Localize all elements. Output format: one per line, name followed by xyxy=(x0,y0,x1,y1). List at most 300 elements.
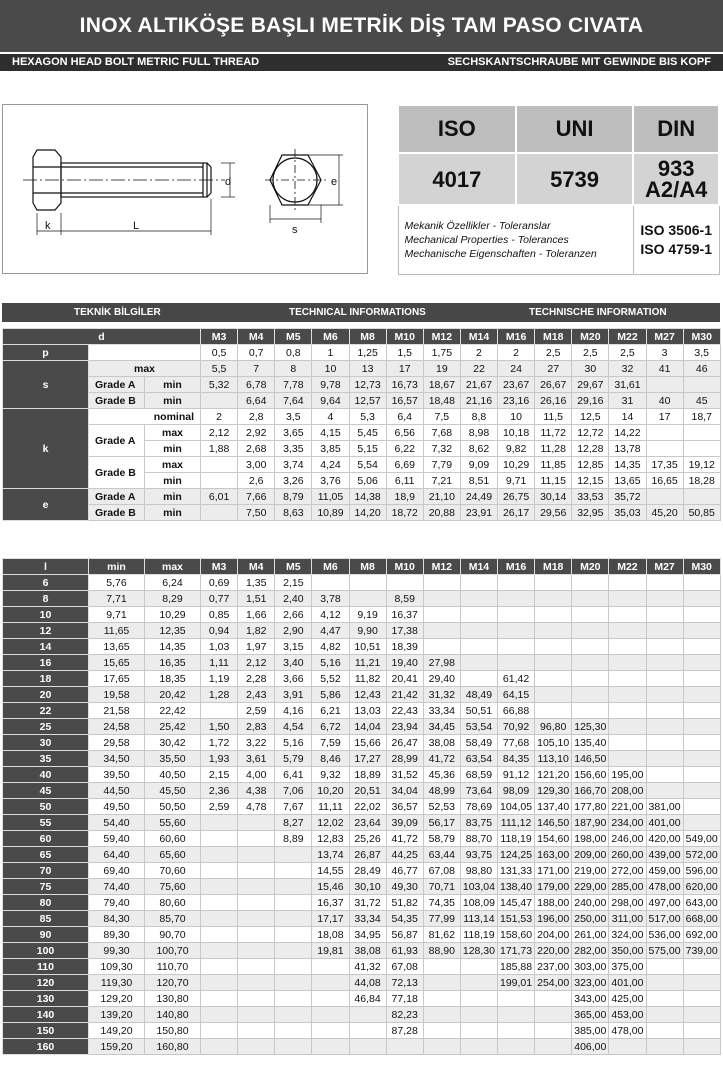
value-cell: 439,00 xyxy=(646,847,683,863)
dim-e-label: e xyxy=(331,176,338,188)
dim-s-label: s xyxy=(292,224,298,236)
value-cell: 12,73 xyxy=(349,377,386,393)
value-cell: 4,12 xyxy=(312,607,349,623)
value-cell: 129,30 xyxy=(535,783,572,799)
value-cell: 536,00 xyxy=(646,927,683,943)
value-cell xyxy=(460,1007,497,1023)
value-cell: 77,18 xyxy=(386,991,423,1007)
value-cell: 38,08 xyxy=(349,943,386,959)
value-cell: 151,53 xyxy=(498,911,535,927)
table-row xyxy=(3,377,721,393)
value-cell: 75,60 xyxy=(145,879,201,895)
grade-b-label: Grade B xyxy=(89,393,145,409)
value-cell: 55,60 xyxy=(145,815,201,831)
value-cell xyxy=(683,441,720,457)
table-row xyxy=(3,409,721,425)
grade-a-label: Grade A xyxy=(89,425,145,457)
value-cell xyxy=(535,703,572,719)
value-cell xyxy=(646,751,683,767)
value-cell: 40 xyxy=(646,393,683,409)
value-cell: 420,00 xyxy=(646,831,683,847)
value-cell xyxy=(201,863,238,879)
length-cell: 20 xyxy=(3,687,89,703)
value-cell: 303,00 xyxy=(572,959,609,975)
value-cell xyxy=(572,575,609,591)
value-cell: 18,35 xyxy=(145,671,201,687)
value-cell: 34,04 xyxy=(386,783,423,799)
value-cell: 110,70 xyxy=(145,959,201,975)
value-cell xyxy=(498,991,535,1007)
value-cell: 70,60 xyxy=(145,863,201,879)
table-row xyxy=(3,735,721,751)
value-cell xyxy=(238,1039,275,1055)
value-cell: 13,65 xyxy=(609,473,646,489)
value-cell xyxy=(683,815,720,831)
iso-references xyxy=(633,205,719,275)
section-header xyxy=(2,303,720,322)
value-cell: 3,85 xyxy=(312,441,349,457)
column-header: M4 xyxy=(238,559,275,575)
value-cell: 9,78 xyxy=(312,377,349,393)
value-cell: 67,08 xyxy=(386,959,423,975)
value-cell: 84,30 xyxy=(89,911,145,927)
value-cell xyxy=(238,847,275,863)
value-cell xyxy=(683,377,720,393)
length-cell: 120 xyxy=(3,975,89,991)
value-cell: 13,78 xyxy=(609,441,646,457)
value-cell: 18,28 xyxy=(683,473,720,489)
value-cell: 8,62 xyxy=(460,441,497,457)
value-cell: 1,35 xyxy=(238,575,275,591)
value-cell: 30,10 xyxy=(349,879,386,895)
value-cell: 54,35 xyxy=(386,911,423,927)
table-row xyxy=(3,815,721,831)
value-cell: 6,78 xyxy=(238,377,275,393)
value-cell: 31,52 xyxy=(386,767,423,783)
value-cell: 113,14 xyxy=(460,911,497,927)
table-row xyxy=(3,975,721,991)
length-cell: 45 xyxy=(3,783,89,799)
value-cell: 50,51 xyxy=(460,703,497,719)
value-cell: 3,00 xyxy=(238,457,275,473)
std-number-uni: 5739 xyxy=(516,153,634,205)
value-cell: 478,00 xyxy=(646,879,683,895)
value-cell xyxy=(646,655,683,671)
value-cell xyxy=(683,655,720,671)
value-cell: 21,10 xyxy=(423,489,460,505)
value-cell xyxy=(646,441,683,457)
std-number-din xyxy=(633,153,719,205)
value-cell xyxy=(460,655,497,671)
value-cell: 45,20 xyxy=(646,505,683,521)
value-cell xyxy=(349,575,386,591)
value-cell: 22,43 xyxy=(386,703,423,719)
value-cell xyxy=(238,895,275,911)
value-cell: 49,50 xyxy=(89,799,145,815)
value-cell: 2,12 xyxy=(238,655,275,671)
length-cell: 55 xyxy=(3,815,89,831)
subtitle-german: SECHSKANTSCHRAUBE MIT GEWINDE BIS KOPF xyxy=(447,56,711,68)
table-row xyxy=(3,655,721,671)
value-cell xyxy=(423,959,460,975)
max-label: max xyxy=(89,361,201,377)
value-cell: 14,22 xyxy=(609,425,646,441)
value-cell xyxy=(349,1007,386,1023)
value-cell: 8,8 xyxy=(460,409,497,425)
value-cell: 45 xyxy=(683,393,720,409)
value-cell: 81,62 xyxy=(423,927,460,943)
table-row xyxy=(3,703,721,719)
value-cell: 19,58 xyxy=(89,687,145,703)
value-cell: 41,32 xyxy=(349,959,386,975)
standards-box xyxy=(397,104,720,272)
value-cell: 113,10 xyxy=(535,751,572,767)
value-cell: 63,54 xyxy=(460,751,497,767)
table-row xyxy=(3,719,721,735)
value-cell: 79,40 xyxy=(89,895,145,911)
table-row xyxy=(3,863,721,879)
value-cell: 41,72 xyxy=(386,831,423,847)
value-cell: 16,35 xyxy=(145,655,201,671)
value-cell: 109,30 xyxy=(89,959,145,975)
length-cell: 80 xyxy=(3,895,89,911)
value-cell: 260,00 xyxy=(609,847,646,863)
size-header: M3 xyxy=(201,329,238,345)
dim-L-label: L xyxy=(133,220,140,232)
value-cell: 89,30 xyxy=(89,927,145,943)
value-cell: 160,80 xyxy=(145,1039,201,1055)
value-cell xyxy=(609,607,646,623)
value-cell: 4,24 xyxy=(312,457,349,473)
value-cell: 31,32 xyxy=(423,687,460,703)
value-cell: 72,13 xyxy=(386,975,423,991)
value-cell: 7 xyxy=(238,361,275,377)
value-cell xyxy=(535,1007,572,1023)
value-cell: 1,97 xyxy=(238,639,275,655)
value-cell: 26,16 xyxy=(535,393,572,409)
value-cell: 22,42 xyxy=(145,703,201,719)
table-row xyxy=(3,425,721,441)
value-cell: 1,93 xyxy=(201,751,238,767)
value-cell: 5,76 xyxy=(89,575,145,591)
value-cell: 1,28 xyxy=(201,687,238,703)
value-cell: 406,00 xyxy=(572,1039,609,1055)
column-header: M14 xyxy=(460,559,497,575)
value-cell xyxy=(609,591,646,607)
value-cell: 240,00 xyxy=(572,895,609,911)
value-cell: 111,12 xyxy=(498,815,535,831)
value-cell xyxy=(535,639,572,655)
value-cell: 158,60 xyxy=(498,927,535,943)
value-cell: 324,00 xyxy=(609,927,646,943)
value-cell: 44,25 xyxy=(386,847,423,863)
value-cell: 29,40 xyxy=(423,671,460,687)
dim-k-label: k xyxy=(45,220,51,232)
properties-tr: Mekanik Özellikler - Toleranslar xyxy=(404,220,551,232)
value-cell: 88,90 xyxy=(423,943,460,959)
size-header: M14 xyxy=(460,329,497,345)
value-cell: 70,71 xyxy=(423,879,460,895)
value-cell: 128,30 xyxy=(460,943,497,959)
column-header: M6 xyxy=(312,559,349,575)
value-cell: 28,49 xyxy=(349,863,386,879)
d-label: d xyxy=(3,329,201,345)
table-row xyxy=(3,361,721,377)
value-cell: 17 xyxy=(386,361,423,377)
value-cell: 459,00 xyxy=(646,863,683,879)
value-cell: 18,67 xyxy=(423,377,460,393)
value-cell: 74,40 xyxy=(89,879,145,895)
value-cell xyxy=(201,943,238,959)
value-cell: 50,50 xyxy=(145,799,201,815)
value-cell: 2 xyxy=(498,345,535,361)
value-cell: 21,42 xyxy=(386,687,423,703)
size-header: M16 xyxy=(498,329,535,345)
value-cell: 56,87 xyxy=(386,927,423,943)
table-row xyxy=(3,767,721,783)
min-label: min xyxy=(145,441,201,457)
dim-d-label: d xyxy=(225,176,232,188)
value-cell xyxy=(312,1039,349,1055)
value-cell xyxy=(423,591,460,607)
size-header: M10 xyxy=(386,329,423,345)
value-cell xyxy=(683,991,720,1007)
value-cell: 5,52 xyxy=(312,671,349,687)
max-label: max xyxy=(145,457,201,473)
value-cell: 209,00 xyxy=(572,847,609,863)
value-cell: 14 xyxy=(609,409,646,425)
column-header: M18 xyxy=(535,559,572,575)
value-cell: 9,71 xyxy=(89,607,145,623)
value-cell: 6,01 xyxy=(201,489,238,505)
value-cell xyxy=(275,1039,312,1055)
value-cell: 246,00 xyxy=(609,831,646,847)
value-cell: 36,57 xyxy=(386,799,423,815)
table-row xyxy=(3,991,721,1007)
table-row xyxy=(3,591,721,607)
value-cell: 220,00 xyxy=(535,943,572,959)
value-cell: 2 xyxy=(460,345,497,361)
value-cell: 7,79 xyxy=(423,457,460,473)
value-cell: 2,8 xyxy=(238,409,275,425)
value-cell: 692,00 xyxy=(683,927,720,943)
value-cell: 22,02 xyxy=(349,799,386,815)
value-cell xyxy=(535,655,572,671)
value-cell: 0,7 xyxy=(238,345,275,361)
value-cell: 3,15 xyxy=(275,639,312,655)
value-cell xyxy=(201,911,238,927)
e-label: e xyxy=(3,489,89,521)
value-cell xyxy=(683,1023,720,1039)
value-cell: 3,5 xyxy=(683,345,720,361)
value-cell: 20,41 xyxy=(386,671,423,687)
value-cell: 14,55 xyxy=(312,863,349,879)
value-cell: 31,61 xyxy=(609,377,646,393)
value-cell xyxy=(460,671,497,687)
value-cell: 23,94 xyxy=(386,719,423,735)
value-cell: 0,85 xyxy=(201,607,238,623)
column-header: M16 xyxy=(498,559,535,575)
value-cell xyxy=(275,863,312,879)
value-cell: 187,90 xyxy=(572,815,609,831)
value-cell xyxy=(535,671,572,687)
value-cell: 12,72 xyxy=(572,425,609,441)
value-cell xyxy=(460,575,497,591)
p-label: p xyxy=(3,345,89,361)
value-cell xyxy=(275,1023,312,1039)
value-cell: 3,78 xyxy=(312,591,349,607)
value-cell: 10,89 xyxy=(312,505,349,521)
value-cell xyxy=(201,393,238,409)
value-cell xyxy=(646,959,683,975)
value-cell: 14,38 xyxy=(349,489,386,505)
value-cell: 46,84 xyxy=(349,991,386,1007)
value-cell xyxy=(238,911,275,927)
value-cell xyxy=(312,959,349,975)
grade-a-label: Grade A xyxy=(89,489,145,505)
value-cell: 54,40 xyxy=(89,815,145,831)
value-cell: 138,40 xyxy=(498,879,535,895)
value-cell: 18,89 xyxy=(349,767,386,783)
value-cell xyxy=(535,623,572,639)
value-cell: 10,29 xyxy=(145,607,201,623)
value-cell: 22 xyxy=(460,361,497,377)
value-cell: 18,9 xyxy=(386,489,423,505)
length-cell: 18 xyxy=(3,671,89,687)
min-label: min xyxy=(145,393,201,409)
value-cell xyxy=(646,975,683,991)
table-row xyxy=(3,607,721,623)
value-cell: 39,09 xyxy=(386,815,423,831)
value-cell: 16,65 xyxy=(646,473,683,489)
value-cell: 375,00 xyxy=(609,959,646,975)
value-cell: 15,46 xyxy=(312,879,349,895)
value-cell: 156,60 xyxy=(572,767,609,783)
value-cell xyxy=(238,991,275,1007)
value-cell: 3,61 xyxy=(238,751,275,767)
value-cell: 23,64 xyxy=(349,815,386,831)
value-cell: 323,00 xyxy=(572,975,609,991)
table-row xyxy=(3,505,721,521)
value-cell xyxy=(609,575,646,591)
column-header: max xyxy=(145,559,201,575)
value-cell: 137,40 xyxy=(535,799,572,815)
value-cell xyxy=(238,959,275,975)
value-cell: 350,00 xyxy=(609,943,646,959)
value-cell: 25,42 xyxy=(145,719,201,735)
s-label: s xyxy=(3,361,89,409)
value-cell xyxy=(535,591,572,607)
value-cell: 15,66 xyxy=(349,735,386,751)
value-cell: 27 xyxy=(535,361,572,377)
value-cell xyxy=(646,425,683,441)
column-header: min xyxy=(89,559,145,575)
value-cell xyxy=(683,799,720,815)
value-cell xyxy=(275,975,312,991)
table-row xyxy=(3,783,721,799)
value-cell: 18,48 xyxy=(423,393,460,409)
value-cell xyxy=(572,639,609,655)
value-cell: 34,45 xyxy=(423,719,460,735)
value-cell: 96,80 xyxy=(535,719,572,735)
value-cell xyxy=(572,671,609,687)
value-cell xyxy=(238,1007,275,1023)
value-cell: 3,74 xyxy=(275,457,312,473)
value-cell xyxy=(238,943,275,959)
value-cell xyxy=(201,991,238,1007)
value-cell: 17,65 xyxy=(89,671,145,687)
value-cell xyxy=(349,1039,386,1055)
nominal-label: nominal xyxy=(89,409,201,425)
value-cell xyxy=(423,623,460,639)
value-cell: 5,79 xyxy=(275,751,312,767)
value-cell xyxy=(275,959,312,975)
value-cell: 6,72 xyxy=(312,719,349,735)
value-cell xyxy=(460,607,497,623)
value-cell: 5,45 xyxy=(349,425,386,441)
length-cell: 16 xyxy=(3,655,89,671)
size-header: M27 xyxy=(646,329,683,345)
value-cell xyxy=(201,815,238,831)
value-cell: 13,74 xyxy=(312,847,349,863)
value-cell xyxy=(312,975,349,991)
column-header: M30 xyxy=(683,559,720,575)
length-cell: 110 xyxy=(3,959,89,975)
value-cell: 2,59 xyxy=(238,703,275,719)
value-cell xyxy=(535,1023,572,1039)
value-cell xyxy=(423,1007,460,1023)
value-cell: 129,20 xyxy=(89,991,145,1007)
value-cell: 59,40 xyxy=(89,831,145,847)
value-cell: 26,87 xyxy=(349,847,386,863)
value-cell: 0,69 xyxy=(201,575,238,591)
grade-b-label: Grade B xyxy=(89,505,145,521)
value-cell: 7,64 xyxy=(275,393,312,409)
value-cell: 425,00 xyxy=(609,991,646,1007)
value-cell: 12,85 xyxy=(572,457,609,473)
value-cell: 401,00 xyxy=(646,815,683,831)
value-cell xyxy=(646,575,683,591)
value-cell: 8,29 xyxy=(145,591,201,607)
value-cell: 5,54 xyxy=(349,457,386,473)
bolt-diagram-icon xyxy=(3,105,367,273)
value-cell: 208,00 xyxy=(609,783,646,799)
value-cell: 34,50 xyxy=(89,751,145,767)
value-cell xyxy=(349,591,386,607)
value-cell: 11,11 xyxy=(312,799,349,815)
value-cell: 4,15 xyxy=(312,425,349,441)
value-cell xyxy=(683,735,720,751)
value-cell: 1,82 xyxy=(238,623,275,639)
value-cell xyxy=(275,895,312,911)
page-title: INOX ALTIKÖŞE BAŞLI METRİK DİŞ TAM PASO CIVATA xyxy=(0,0,723,52)
min-label: min xyxy=(145,377,201,393)
value-cell: 11,28 xyxy=(535,441,572,457)
length-cell: 150 xyxy=(3,1023,89,1039)
iso-ref-1: ISO 3506-1 xyxy=(640,222,712,238)
value-cell xyxy=(572,591,609,607)
value-cell xyxy=(423,639,460,655)
size-header: M12 xyxy=(423,329,460,345)
value-cell xyxy=(201,505,238,521)
value-cell: 163,00 xyxy=(535,847,572,863)
value-cell: 6,56 xyxy=(386,425,423,441)
table-row xyxy=(3,687,721,703)
value-cell: 83,75 xyxy=(460,815,497,831)
value-cell xyxy=(646,991,683,1007)
value-cell: 39,50 xyxy=(89,767,145,783)
value-cell xyxy=(535,1039,572,1055)
